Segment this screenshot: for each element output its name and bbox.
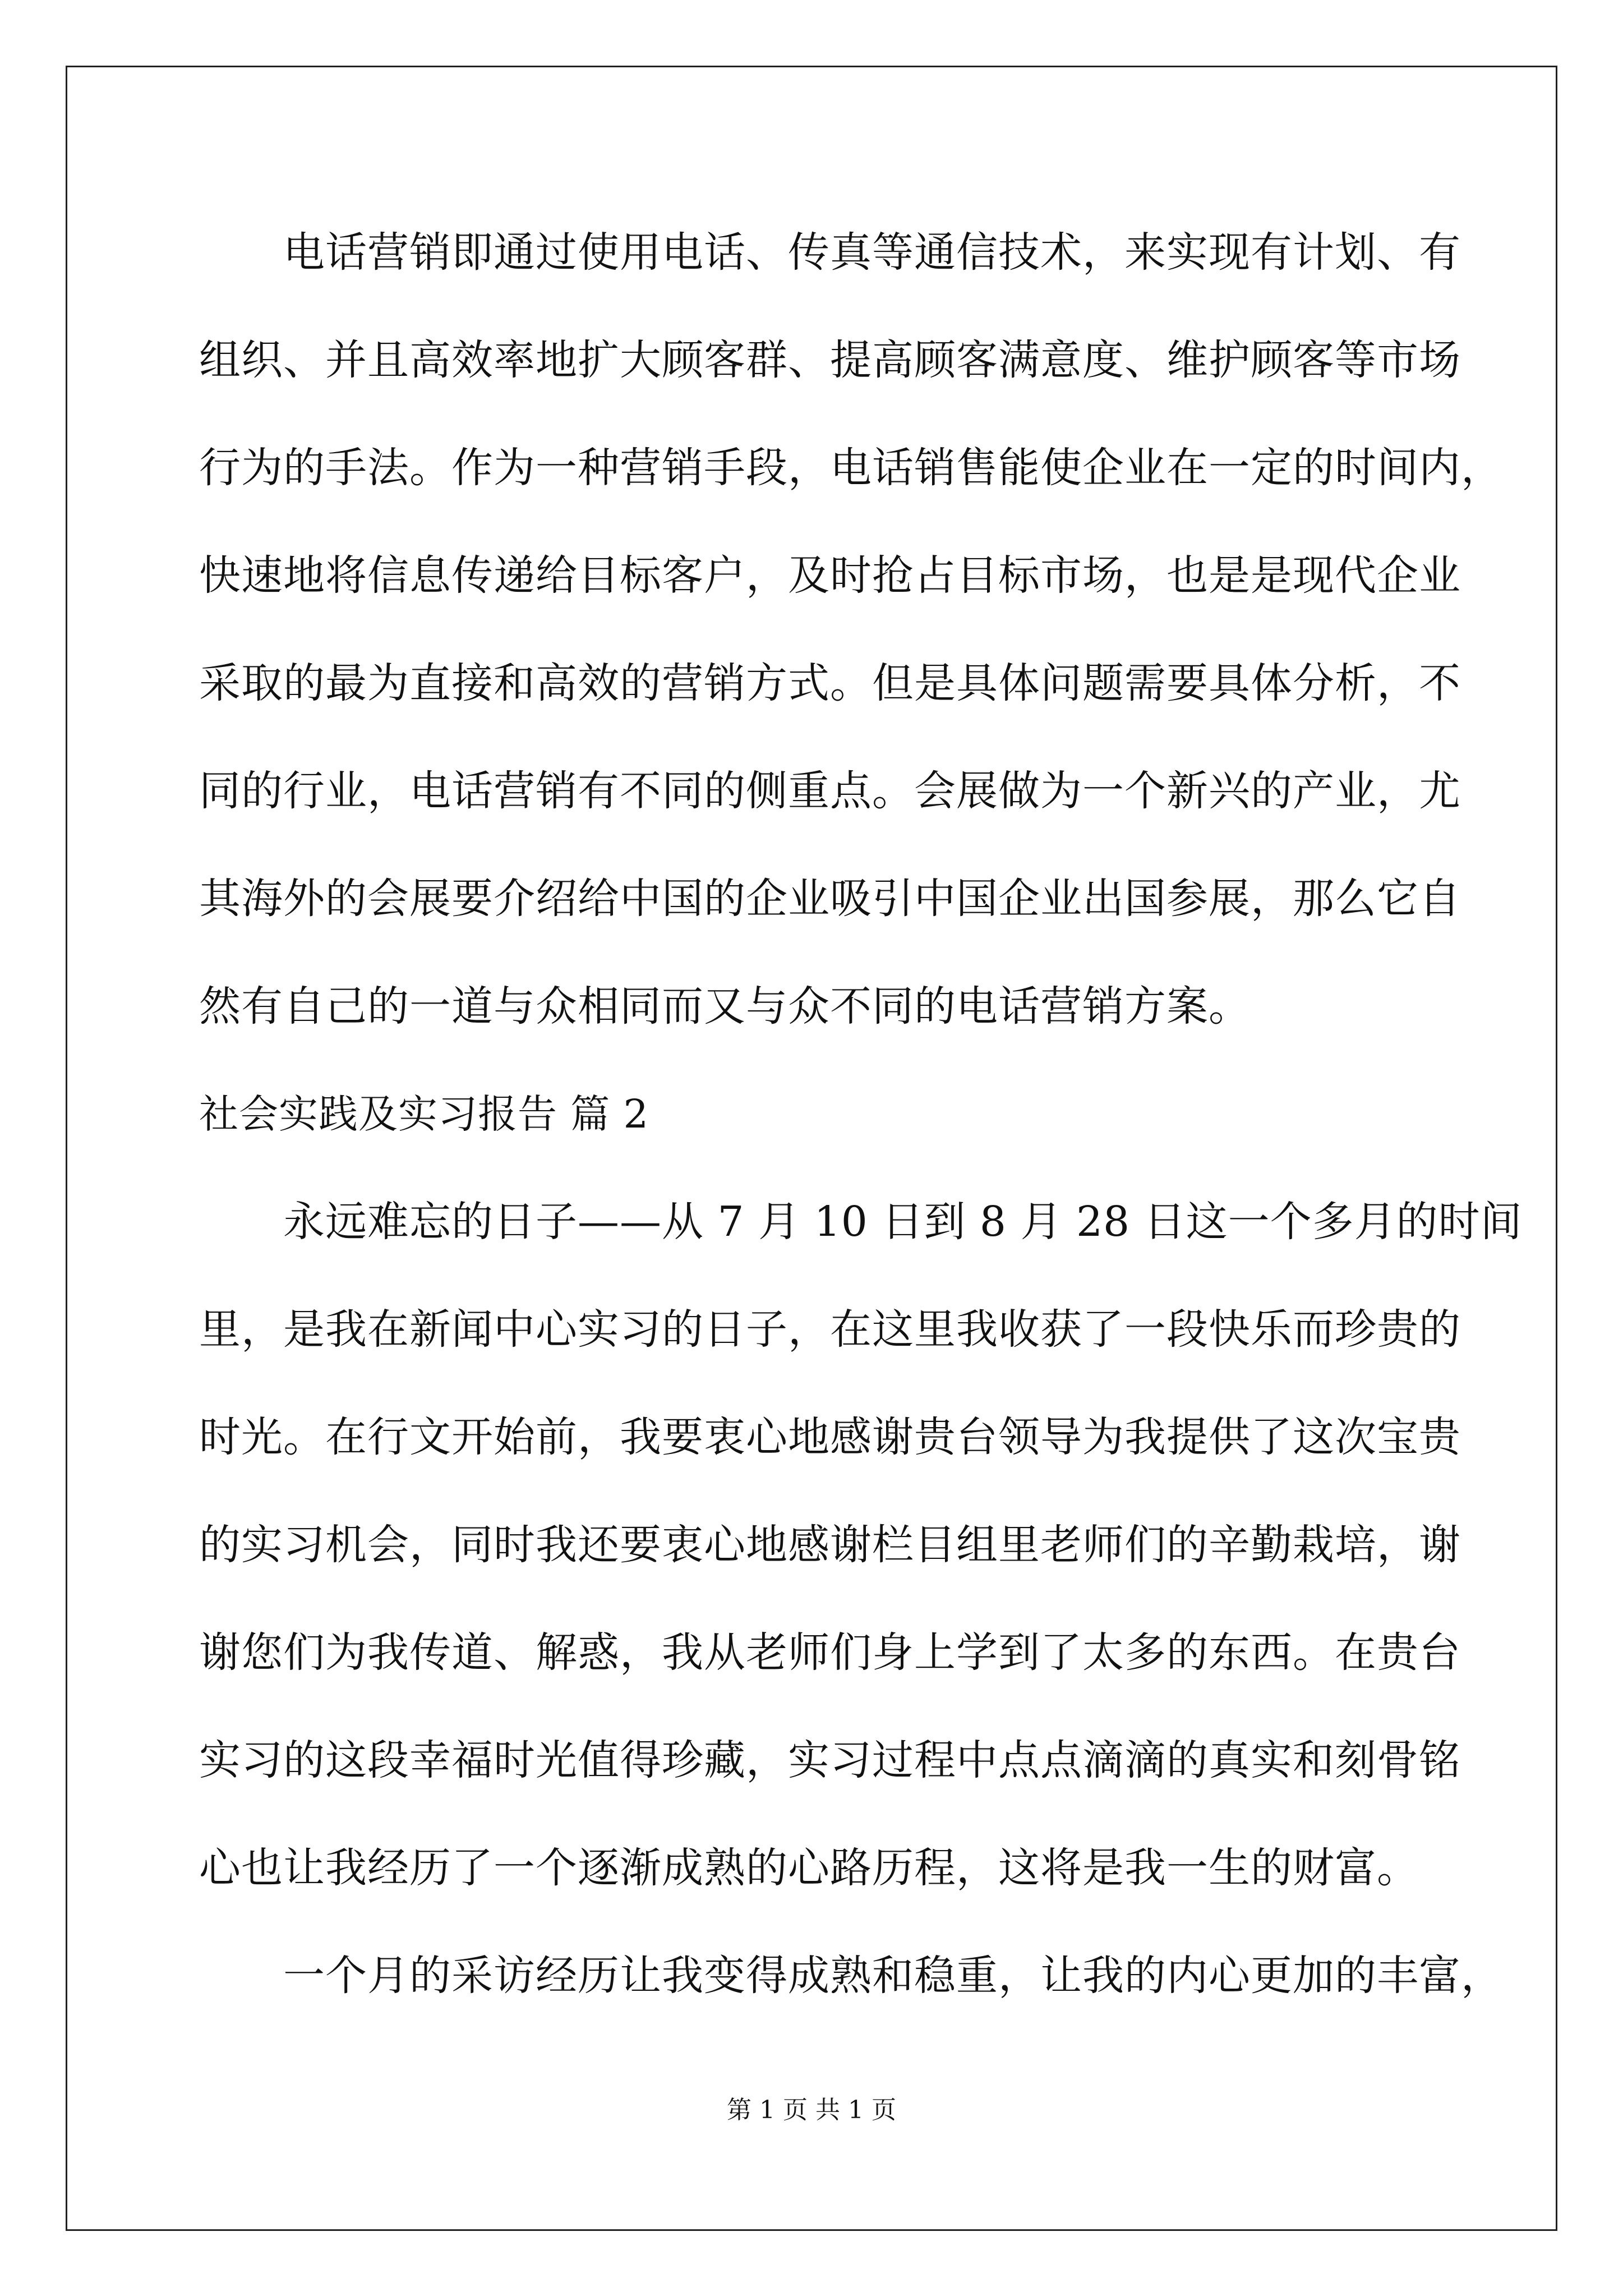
page-footer (0, 2090, 1623, 2125)
paragraph-line: 同的行业，电话营销有不同的侧重点。会展做为一个新兴的产业，尤 (199, 767, 1461, 815)
paragraph-line: 的实习机会，同时我还要衷心地感谢栏目组里老师们的辛勤栽培，谢 (199, 1521, 1461, 1569)
paragraph-line: 采取的最为直接和高效的营销方式。但是具体问题需要具体分析，不 (199, 659, 1461, 707)
paragraph-line: 心也让我经历了一个逐渐成熟的心路历程，这将是我一生的财富。 (199, 1844, 1419, 1892)
paragraph-line: 时光。在行文开始前，我要衷心地感谢贵台领导为我提供了这次宝贵 (199, 1413, 1461, 1461)
paragraph-line: 电话营销即通过使用电话、传真等通信技术，来实现有计划、有 (283, 228, 1461, 277)
paragraph-line: 然有自己的一道与众相同而又与众不同的电话营销方案。 (199, 982, 1251, 1030)
paragraph-line: 组织、并且高效率地扩大顾客群、提高顾客满意度、维护顾客等市场 (199, 336, 1461, 384)
paragraph-line: 一个月的采访经历让我变得成熟和稳重，让我的内心更加的丰富， (283, 1952, 1503, 2000)
paragraph-line: 里，是我在新闻中心实习的日子，在这里我收获了一段快乐而珍贵的 (199, 1305, 1461, 1354)
document-body (199, 213, 1523, 2044)
paragraph-line: 谢您们为我传道、解惑，我从老师们身上学到了太多的东西。在贵台 (199, 1628, 1461, 1677)
section-heading: 社会实践及实习报告 篇 2 (199, 1091, 649, 1137)
page-number-text: 第 1 页 共 1 页 (727, 2096, 896, 2124)
paragraph-line: 永远难忘的日子——从 7 月 10 日到 8 月 28 日这一个多月的时间 (283, 1198, 1523, 1246)
paragraph-line: 其海外的会展要介绍给中国的企业吸引中国企业出国参展，那么它自 (199, 875, 1461, 923)
paragraph-line: 行为的手法。作为一种营销手段，电话销售能使企业在一定的时间内， (199, 444, 1503, 492)
paragraph-line: 实习的这段幸福时光值得珍藏，实习过程中点点滴滴的真实和刻骨铭 (199, 1736, 1461, 1784)
paragraph-line: 快速地将信息传递给目标客户，及时抢占目标市场，也是是现代企业 (199, 551, 1461, 600)
